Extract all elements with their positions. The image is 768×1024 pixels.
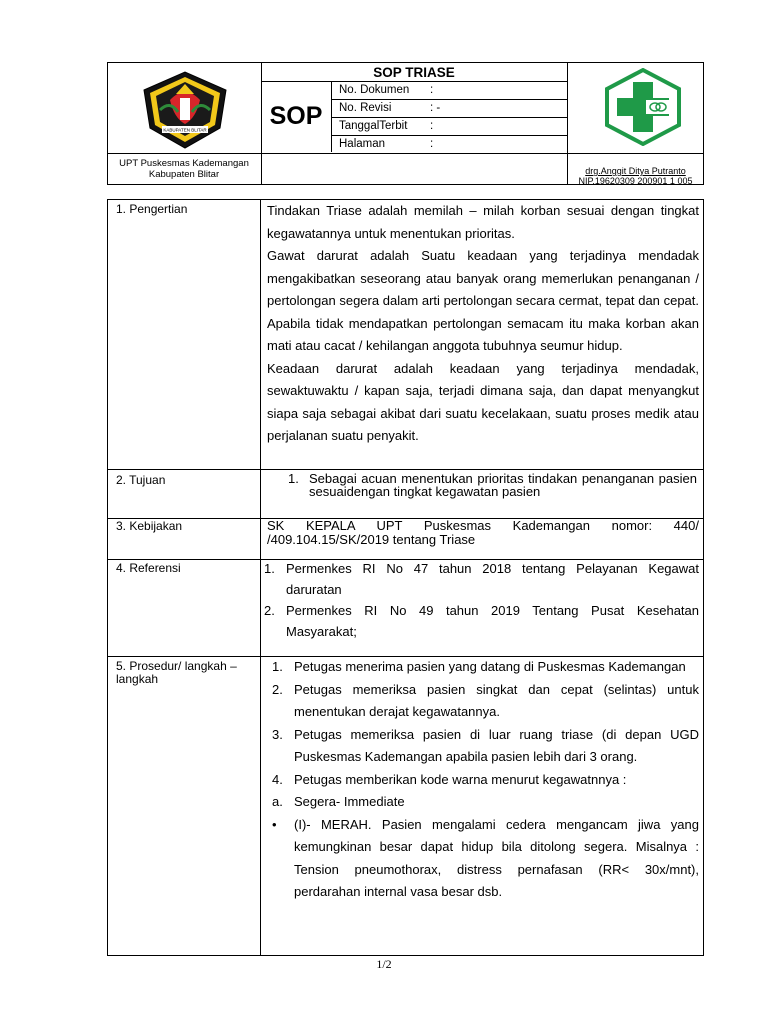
list-number: 3. [272,726,283,742]
doc-info-label: No. Revisi [339,102,392,114]
section-body-kebijakan [267,519,699,547]
procedure-text: Petugas memberikan kode warna menurut kegawatnnya : [294,771,627,787]
svg-text:KABUPATEN BLITAR: KABUPATEN BLITAR [163,127,207,133]
doc-info-row [331,81,566,99]
doc-info-value: : - [430,102,441,114]
doc-info-value: : [430,120,434,132]
sop-big-label: SOP [269,102,323,130]
procedure-text: Petugas menerima pasien yang datang di Puskesmas Kademangan [294,659,686,674]
section-label-prosedur: 5. Prosedur/ langkah – langkah [116,659,237,686]
procedure-text: Petugas memeriksa pasien di luar ruang triase (di depan UGD Puskesmas Kademangan apabila pasien lebih dari 3 orang. [294,726,699,764]
list-number: 2. [272,681,283,697]
signer-block [567,166,704,186]
definition-paragraph: Tindakan Triase adalah memilah – milah korban sesuai dengan tingkat kegawatannya untuk menentukan prioritas. [267,203,699,241]
org-region-line: Kabupaten Blitar [148,169,220,180]
doc-info-value: : [430,84,434,96]
list-letter: a. [272,794,283,809]
section-body-prosedur [266,656,699,904]
list-number: 1. [264,561,275,576]
signer-nip: NIP.19620309 200901 1 005 [578,176,693,186]
definition-paragraph: Keadaan darurat adalah keadaan yang terjadinya mendadak, sewaktuwaktu / kapan saja, terjadi dimana saja, dan dapat menyangkut siapa saja sebagai akibat dari suatu kecelakaan, suatu proses medik atau perjalanan suatu penyakit. [267,360,699,443]
doc-info-label: TanggalTerbit [339,120,408,132]
kabupaten-blitar-logo [140,70,230,150]
procedure-step [266,814,699,904]
puskesmas-logo [603,68,683,146]
list-number: 1. [272,659,283,674]
section-label-referensi: 4. Referensi [116,561,181,575]
kebijakan-text: SK KEPALA UPT Puskesmas Kademangan nomor: 440/ /409.104.15/SK/2019 tentang Triase [267,518,699,547]
org-name-line: UPT Puskesmas Kademangan [119,158,249,169]
doc-info-label: No. Dokumen [339,84,410,96]
procedure-text: (I)- MERAH. Pasien mengalami cedera mengancam jiwa yang kemungkinan besar dapat hidup bila ditolong segera. Misalnya : Tension pneumothorax, distress pernafasan (RR< 30x/mnt), perdarahan internal vasa besar dsb. [294,816,699,899]
procedure-step [266,724,699,769]
section-label-kebijakan: 3. Kebijakan [116,519,183,533]
procedure-step [266,679,699,724]
procedure-text: Petugas memeriksa pasien singkat dan cepat (selintas) untuk menentukan derajat kegawatannya. [294,681,699,719]
signer-name: drg.Anggit Ditya Putranto [585,166,686,176]
sop-content-table [107,199,704,956]
section-body-referensi [264,558,699,642]
section-label-pengertian: 1. Pengertian [116,202,188,216]
section-body-pengertian [267,200,699,448]
list-number: 2. [264,603,275,618]
list-number: 1. [288,471,299,486]
doc-info-label: Halaman [339,138,386,150]
doc-info-row [331,117,566,135]
reference-text: Permenkes RI No 47 tahun 2018 tentang Pelayanan Kegawat daruratan [286,561,699,597]
list-number: 4. [272,771,283,787]
bullet: • [272,816,277,832]
definition-paragraph: Gawat darurat adalah Suatu keadaan yang terjadinya mendadak mengakibatkan seseorang atau banyak orang memerlukan penanganan / pertolongan segera dalam arti pertolongan secara cermat, tepat dan cepat. Apabila tidak mendapatkan pertolongan semacam itu maka korban akan mati atau cacat / kehilangan anggota tubuhnya seumur hidup. [267,248,699,353]
section-body-tujuan [288,472,697,498]
doc-info-row [331,99,566,117]
reference-item [264,600,699,642]
reference-item [264,558,699,600]
page-number: 1/2 [376,957,392,971]
organization-name [109,158,259,180]
section-label-tujuan: 2. Tujuan [116,473,166,487]
doc-info-row [331,135,566,153]
reference-text: Permenkes RI No 49 tahun 2019 Tentang Pusat Kesehatan Masyarakat; [286,603,699,639]
doc-info-value: : [430,138,434,150]
tujuan-text: Sebagai acuan menentukan prioritas tindakan penanganan pasien sesuaidengan tingkat kegawatan pasien [309,471,697,499]
procedure-step [266,769,699,792]
sop-title: SOP TRIASE [373,65,455,80]
procedure-text: Segera- Immediate [294,794,405,809]
procedure-step [266,791,699,814]
procedure-step [266,656,699,679]
